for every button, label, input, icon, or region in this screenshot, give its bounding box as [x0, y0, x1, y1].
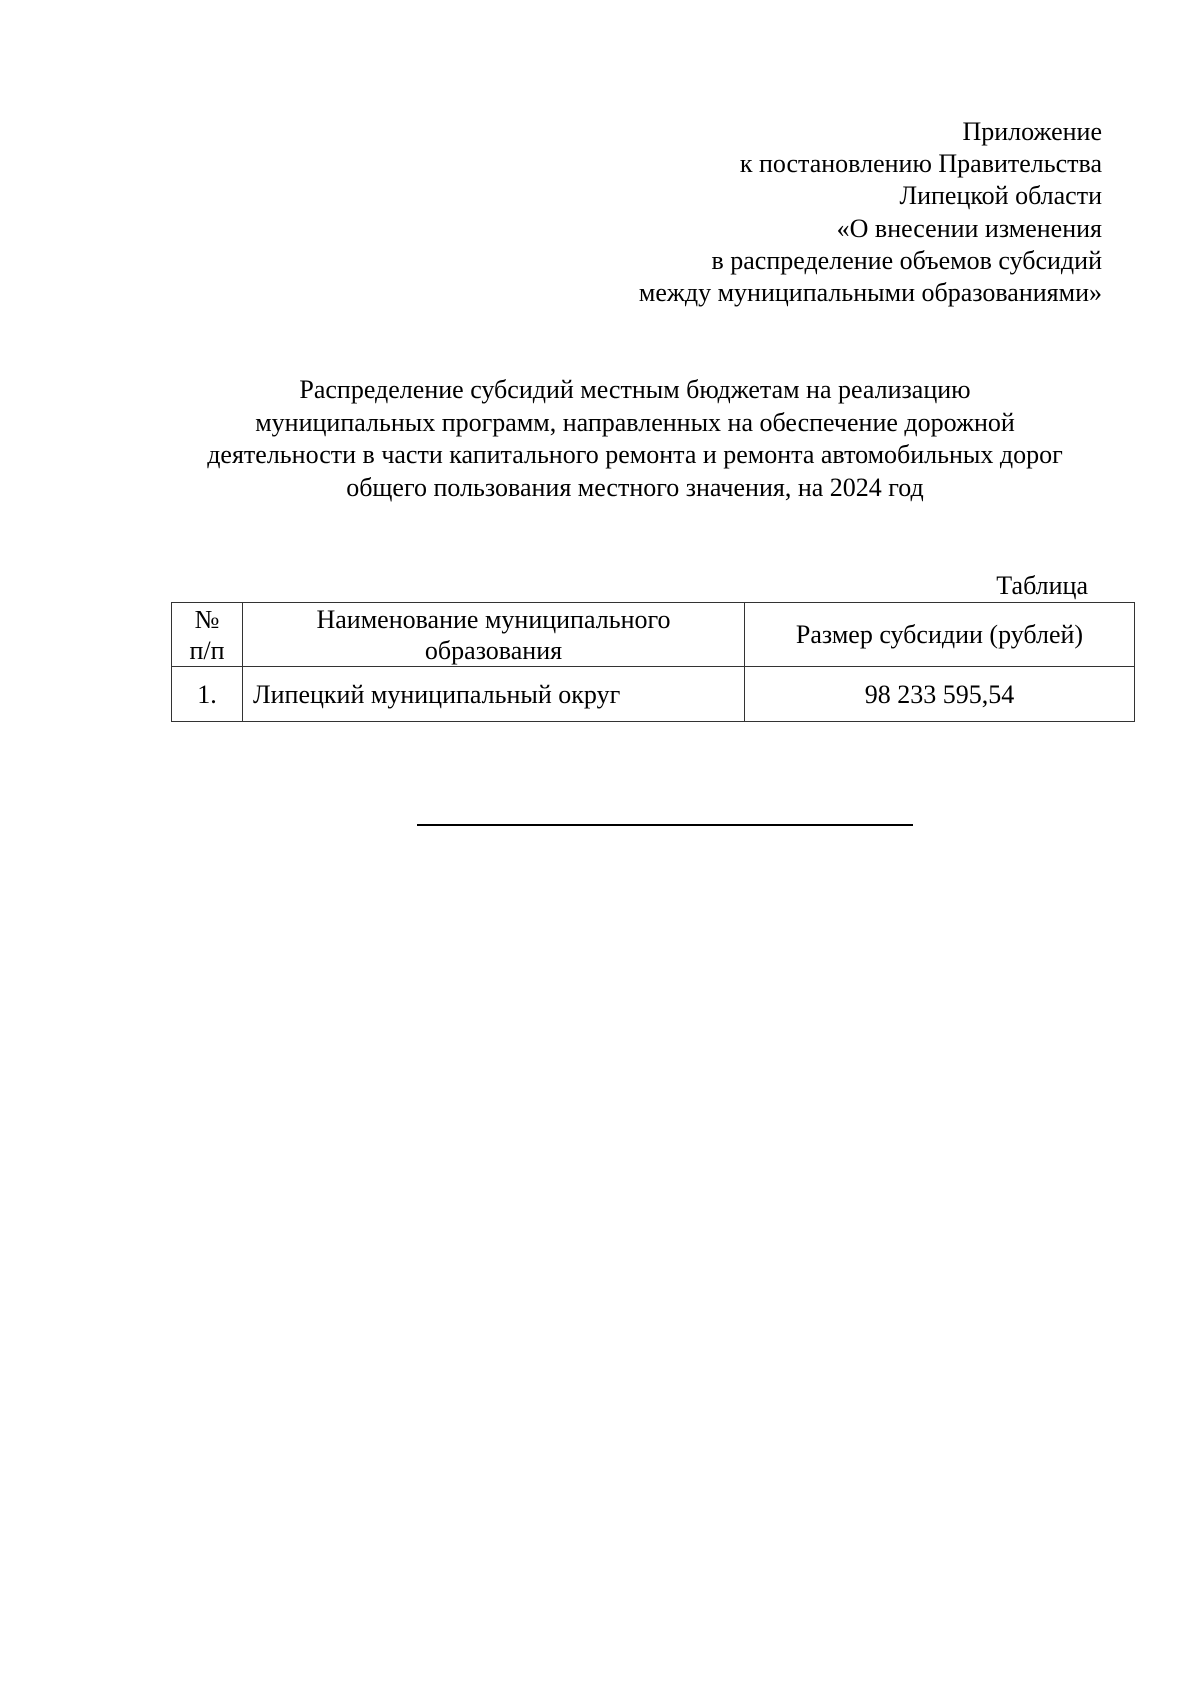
document-title	[150, 374, 1120, 504]
table-caption: Таблица	[996, 571, 1088, 600]
appendix-line: Приложение	[962, 117, 1102, 146]
title-line: муниципальных программ, направленных на обеспечение дорожной	[255, 407, 1015, 437]
row-number: 1.	[172, 667, 243, 722]
row-municipality: Липецкий муниципальный округ	[243, 667, 745, 722]
header-name	[243, 603, 745, 667]
appendix-line: Липецкой области	[899, 181, 1102, 211]
header-number-line: п/п	[189, 635, 225, 665]
appendix-line: между муниципальными образованиями»	[638, 278, 1102, 308]
title-line: общего пользования местного значения, на 2024 год	[346, 472, 924, 502]
header-name-line: Наименование муниципального	[316, 604, 671, 634]
table-header-row	[172, 603, 1135, 667]
table-row	[172, 667, 1135, 722]
row-subsidy-amount: 98 233 595,54	[745, 667, 1135, 722]
appendix-line: к постановлению Правительства	[739, 149, 1102, 179]
subsidy-table	[171, 602, 1135, 722]
appendix-block	[402, 116, 1102, 309]
header-number	[172, 603, 243, 667]
title-line: Распределение субсидий местным бюджетам на реализацию	[299, 375, 971, 404]
title-line: деятельности в части капитального ремонта и ремонта автомобильных дорог	[207, 440, 1063, 469]
appendix-line: «О внесении изменения	[836, 213, 1102, 243]
appendix-line: в распределение объемов субсидий	[711, 245, 1102, 275]
header-name-line: образования	[424, 635, 563, 665]
header-number-line: №	[194, 604, 220, 634]
header-amount: Размер субсидии (рублей)	[745, 603, 1135, 667]
end-rule-divider	[417, 824, 913, 826]
